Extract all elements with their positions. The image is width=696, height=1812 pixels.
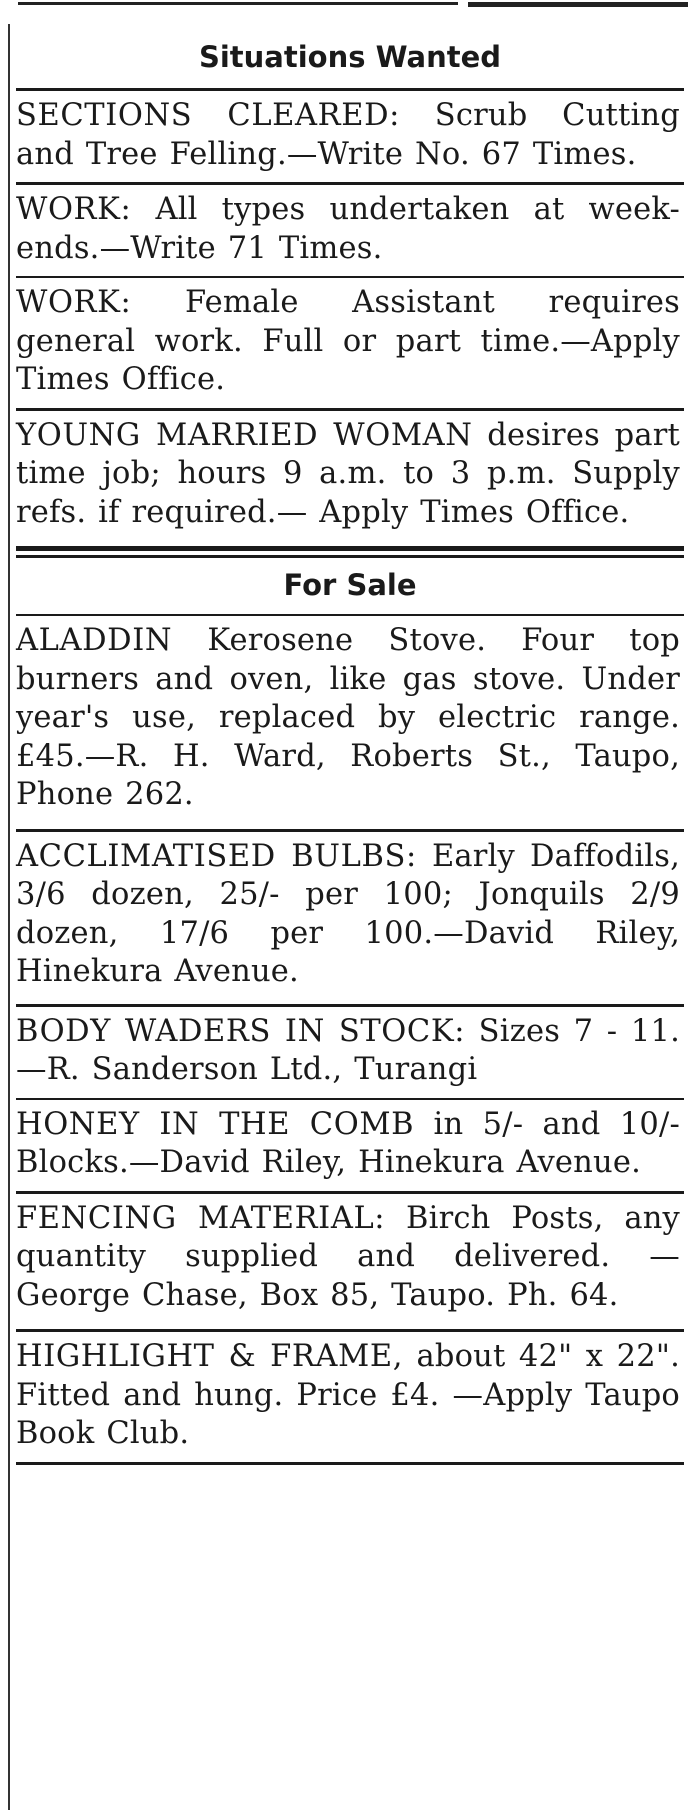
ad-lead: WORK: — [16, 192, 132, 227]
ad-body: Birch Posts, any quantity supplied and delivered. —George Chase, Box 85, Taupo. Ph. 64. — [16, 1200, 680, 1313]
ad-body: about 42" x 22". Fitted and hung. Price £4. —Apply Taupo Book Club. — [16, 1339, 680, 1451]
top-rule — [18, 2, 458, 5]
ad-body: Sizes 7 - 11.—R. Sanderson Ltd., Turangi — [16, 1013, 680, 1087]
classified-ad — [16, 1332, 684, 1462]
section-heading-situations-wanted: Situations Wanted — [198, 40, 502, 74]
section-heading-for-sale: For Sale — [283, 568, 417, 602]
classified-ad — [16, 1100, 684, 1191]
ad-lead: YOUNG MARRIED WOMAN — [16, 417, 473, 453]
classified-ad — [16, 411, 684, 541]
ad-body: Kerosene Stove. Four top burners and oven, like gas stove. Under year's use, replaced by electric range. £45.—R. H. Ward, Roberts St., Taupo, Phone 262. — [16, 623, 681, 812]
column-rule — [8, 24, 10, 1810]
ad-body: Female Assistant requires general work. Full or part time.—Apply Times Office. — [16, 285, 680, 397]
ad-body: desires part time job; hours 9 a.m. to 3 p.m. Supply refs. if required.— Apply Times Office. — [16, 417, 680, 530]
classifieds-column — [16, 40, 684, 1465]
classified-ad — [16, 1194, 684, 1324]
ad-lead: BODY WADERS IN STOCK: — [16, 1013, 466, 1049]
top-rule-right — [468, 2, 688, 7]
ad-lead: HIGHLIGHT & FRAME, — [16, 1339, 404, 1374]
ad-lead: SECTIONS CLEARED: — [16, 98, 401, 133]
ad-lead: FENCING MATERIAL: — [16, 1200, 386, 1236]
ad-lead: HONEY IN THE COMB — [16, 1106, 415, 1142]
ad-lead: ACCLIMATISED BULBS: — [16, 838, 417, 874]
ad-body: Early Daffodils, 3/6 dozen, 25/- per 100; Jonquils 2/9 dozen, 17/6 per 100.—David Riley, Hinekura Avenue. — [16, 838, 680, 989]
bottom-rule — [16, 1462, 684, 1465]
ad-body: in 5/- and 10/- Blocks.—David Riley, Hinekura Avenue. — [16, 1106, 681, 1180]
ad-body: Scrub Cutting and Tree Felling.—Write No. 67 Times. — [16, 98, 680, 172]
classified-ad — [16, 1007, 684, 1098]
classified-ad — [16, 616, 684, 823]
ad-body: All types undertaken at week-ends.—Write 71 Times. — [16, 192, 680, 266]
classified-ad — [16, 185, 684, 276]
ad-lead: WORK: — [16, 285, 132, 320]
classified-ad — [16, 91, 684, 182]
classified-ad — [16, 832, 684, 1000]
section-divider — [16, 546, 684, 558]
classified-ad — [16, 278, 684, 408]
ad-lead: ALADDIN — [16, 623, 173, 658]
